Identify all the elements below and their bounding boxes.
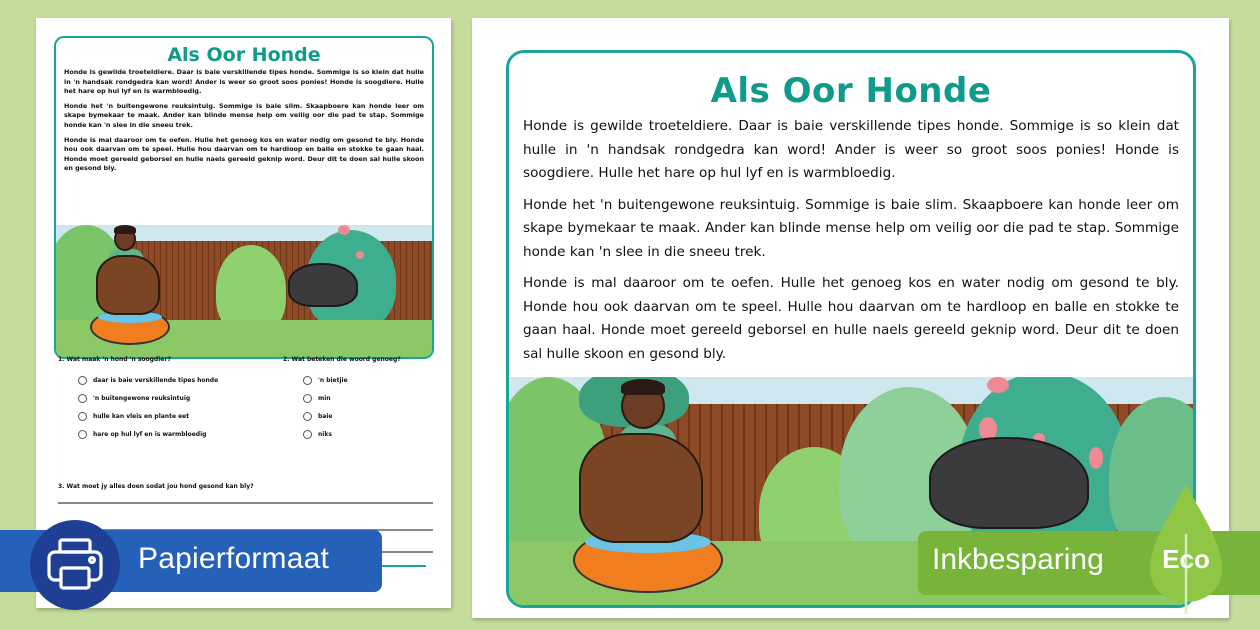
question-2 [283,356,401,443]
paragraph: Honde is mal daaroor om te oefen. Hulle het genoeg kos en water nodig om gesond te bly. Honde hou ook daarvan om te speel. Hulle hou daarvan om te hardloop en balle en stokke te gaan haal. Honde moet gereeld geborsel en hulle naels gereeld geknip word. Deur dit te doen sal hulle skoon en gesond bly. [64,135,424,173]
reading-text-frame [54,36,434,359]
option-label: niks [318,430,332,438]
paragraph: Honde is mal daaroor om te oefen. Hulle het genoeg kos en water nodig om gesond te bly. Honde hou ook daarvan om te speel. Hulle hou daarvan om te hardloop en balle en stokke te gaan haal. Honde moet gereeld geborsel en hulle naels gereeld geknip word. Deur dit te doen sal hulle skoon en gesond bly. [523,275,1179,362]
radio-button[interactable] [303,412,312,421]
radio-button[interactable] [78,430,87,439]
reading-passage [509,111,1193,366]
option-label: hare op hul lyf en is warmbloedig [93,430,207,438]
option-label: 'n buitengewone reuksintuig [93,394,191,402]
black-dog [929,437,1089,529]
paragraph: Honde is gewilde troeteldiere. Daar is baie verskillende tipes honde. Sommige is so klein dat hulle in 'n handsak rondgedra kan word! Ander is weer so groot soos ponies! Honde is soogdiere. Hulle het hare op hul lyf en is warmbloedig. [523,118,1179,181]
paragraph: Honde het 'n buitengewone reuksintuig. Sommige is baie slim. Skaapboere kan honde leer om skape bymekaar te maak. Ander kan blinde mense help om veilig oor die pad te stap. Sommige honde kan 'n slee in die sneeu trek. [523,196,1179,260]
paper-format-badge[interactable] [0,530,382,592]
leaf-icon [1148,482,1224,616]
radio-button[interactable] [303,394,312,403]
option-label: baie [318,412,333,420]
reading-text-frame [506,50,1196,608]
ink-saving-label: Inkbesparing [932,543,1104,576]
question-label: 1. Wat maak 'n hond 'n soogdier? [58,356,171,363]
worksheet-title: Als Oor Honde [710,71,992,111]
worksheet-preview-small [36,18,451,608]
paragraph: Honde het 'n buitengewone reuksintuig. Sommige is baie slim. Skaapboere kan honde leer om skape bymekaar te maak. Ander kan blinde mense help om veilig oor die pad te stap. Sommige honde kan 'n slee in die sneeu trek. [64,101,424,129]
question-label: 2. Wat beteken die woord genoeg? [283,356,401,363]
paragraph: Honde is gewilde troeteldiere. Daar is baie verskillende tipes honde. Sommige is so klein dat hulle in 'n handsak rondgedra kan word! Ander is weer so groot soos ponies! Honde is soogdiere. Hulle het hare op hul lyf en is warmbloedig. [64,68,424,96]
answer-line [58,502,433,504]
dog-illustration [56,225,432,357]
radio-button[interactable] [303,430,312,439]
eco-label: Eco [1162,544,1210,574]
reading-passage [56,66,432,174]
black-dog [288,263,358,307]
option-label: hulle kan vleis en plante eet [93,412,190,420]
option-label: 'n bietjie [318,376,348,384]
question-1 [58,356,218,443]
printer-icon [30,520,120,610]
option-label: min [318,394,331,402]
radio-button[interactable] [303,376,312,385]
brown-dog [96,255,160,315]
question-3 [58,483,254,490]
radio-button[interactable] [78,412,87,421]
worksheet-title: Als Oor Honde [167,44,321,66]
radio-button[interactable] [78,376,87,385]
worksheet-preview-large [472,18,1229,618]
question-label: 3. Wat moet jy alles doen sodat jou hond gesond kan bly? [58,483,254,490]
paper-format-label: Papierformaat [138,542,330,575]
option-label: daar is baie verskillende tipes honde [93,376,219,384]
radio-button[interactable] [78,394,87,403]
brown-dog [579,433,703,543]
